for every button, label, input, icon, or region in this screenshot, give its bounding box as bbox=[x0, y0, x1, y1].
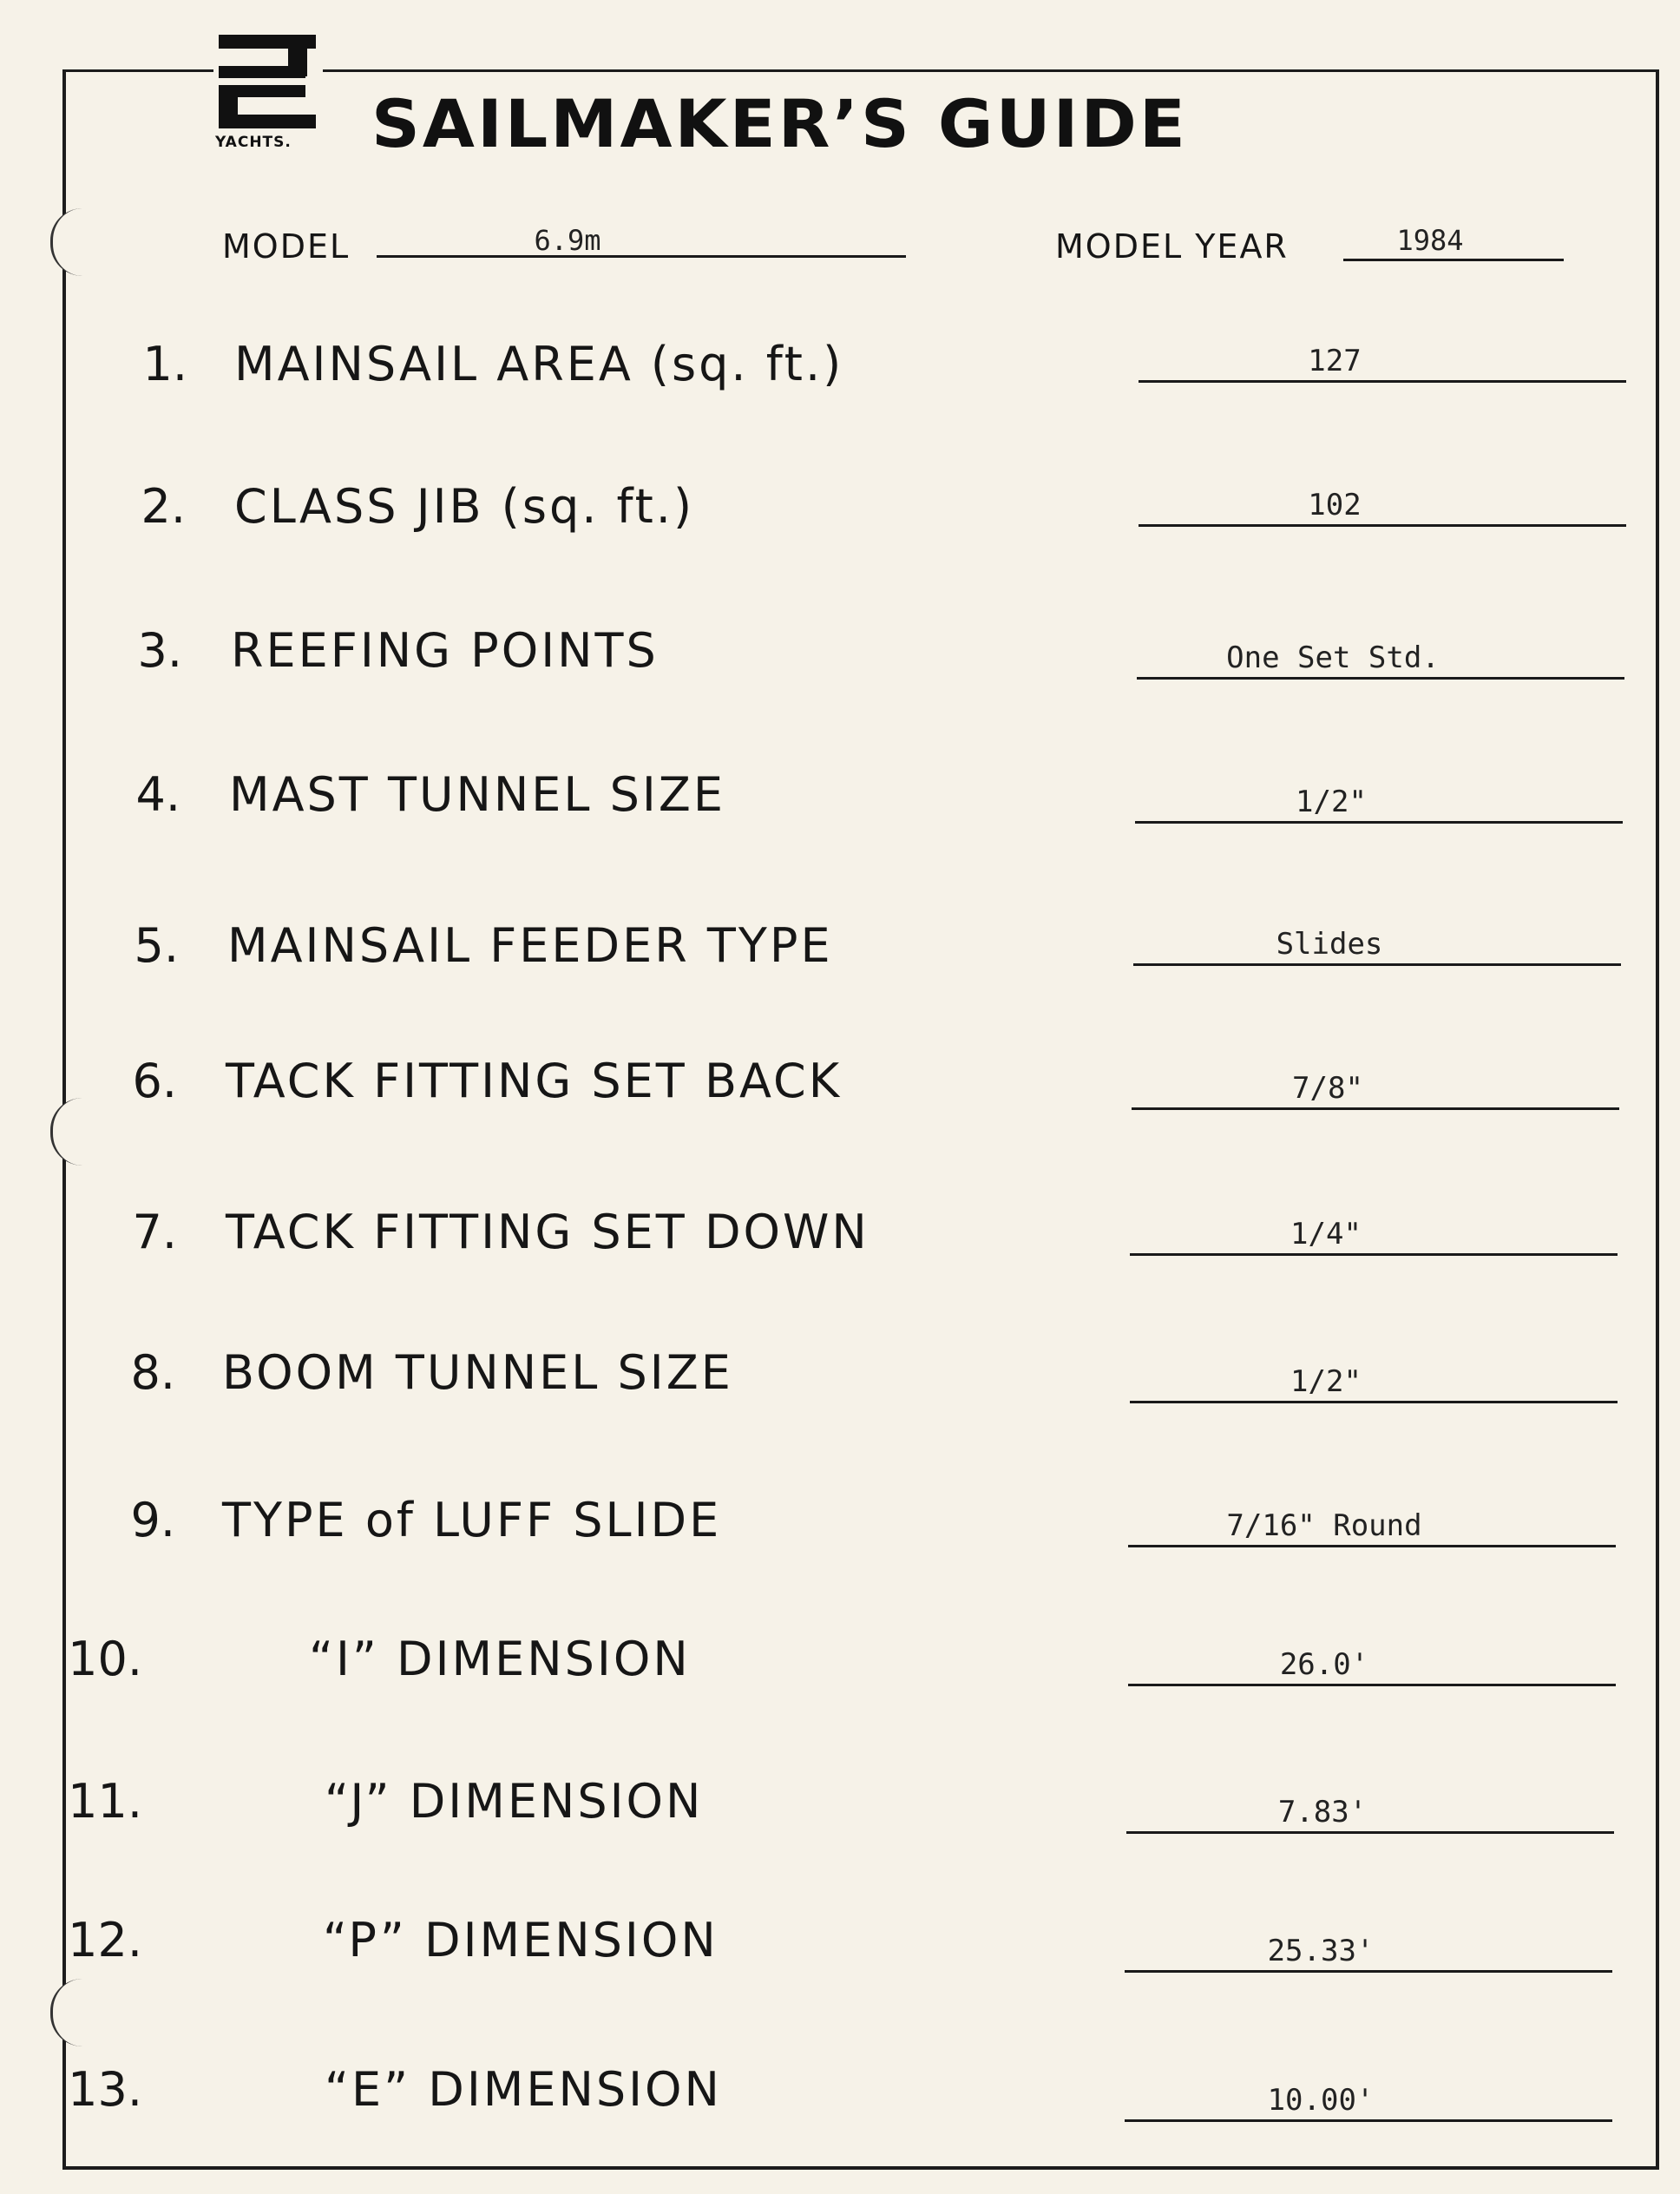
item-label: TYPE of LUFF SLIDE bbox=[222, 1493, 722, 1547]
binder-hole-notch bbox=[50, 208, 82, 276]
item-label: “P” DIMENSION bbox=[323, 1913, 719, 1967]
binder-hole-notch bbox=[50, 1098, 82, 1166]
page-title: SAILMAKER’S GUIDE bbox=[371, 85, 1188, 162]
item-underline bbox=[1132, 1107, 1619, 1110]
item-underline bbox=[1130, 1401, 1618, 1403]
item-value: 25.33' bbox=[1267, 1934, 1375, 1968]
item-value: 127 bbox=[1308, 344, 1362, 378]
item-number: 9. bbox=[130, 1493, 175, 1547]
item-value: 26.0' bbox=[1279, 1647, 1369, 1682]
item-number: 3. bbox=[137, 623, 182, 678]
item-label: “E” DIMENSION bbox=[325, 2062, 722, 2117]
item-number: 8. bbox=[130, 1345, 175, 1400]
item-label: MAST TUNNEL SIZE bbox=[229, 767, 725, 822]
item-label: CLASS JIB (sq. ft.) bbox=[234, 479, 695, 534]
item-underline bbox=[1128, 1684, 1616, 1686]
model-year-label: MODEL YEAR bbox=[1055, 227, 1289, 266]
item-underline bbox=[1125, 2119, 1612, 2122]
item-number: 1. bbox=[142, 337, 187, 391]
item-value: 7/8" bbox=[1292, 1071, 1363, 1106]
item-label: MAINSAIL FEEDER TYPE bbox=[227, 918, 833, 973]
item-label: REEFING POINTS bbox=[231, 623, 659, 678]
item-value: Slides bbox=[1276, 927, 1383, 962]
item-number: 11. bbox=[68, 1774, 142, 1829]
item-underline bbox=[1128, 1545, 1616, 1547]
item-number: 2. bbox=[141, 479, 186, 534]
item-value: 102 bbox=[1308, 488, 1362, 522]
item-value: 1/2" bbox=[1290, 1364, 1362, 1399]
binder-hole-notch bbox=[50, 1979, 82, 2046]
model-label: MODEL bbox=[222, 227, 351, 266]
item-value: One Set Std. bbox=[1226, 640, 1440, 675]
item-label: BOOM TUNNEL SIZE bbox=[222, 1345, 733, 1400]
model-year-value: 1984 bbox=[1396, 224, 1464, 257]
item-label: “I” DIMENSION bbox=[309, 1632, 691, 1686]
item-number: 6. bbox=[132, 1054, 177, 1108]
item-label: “J” DIMENSION bbox=[325, 1774, 704, 1829]
item-label: TACK FITTING SET DOWN bbox=[226, 1205, 870, 1259]
item-number: 5. bbox=[134, 918, 179, 973]
logo-text: YACHTS. bbox=[215, 134, 292, 151]
item-underline bbox=[1126, 1831, 1614, 1834]
item-label: TACK FITTING SET BACK bbox=[226, 1054, 843, 1108]
model-value: 6.9m bbox=[534, 224, 601, 257]
item-value: 7.83' bbox=[1277, 1795, 1368, 1829]
item-number: 12. bbox=[68, 1913, 142, 1967]
item-value: 1/2" bbox=[1296, 785, 1367, 819]
item-label: MAINSAIL AREA (sq. ft.) bbox=[234, 337, 844, 391]
item-value: 10.00' bbox=[1267, 2083, 1375, 2118]
item-underline bbox=[1125, 1970, 1612, 1973]
item-number: 13. bbox=[68, 2062, 142, 2117]
item-value: 1/4" bbox=[1290, 1217, 1362, 1251]
item-underline bbox=[1135, 821, 1623, 824]
item-number: 7. bbox=[132, 1205, 177, 1259]
item-underline bbox=[1133, 963, 1621, 966]
item-number: 10. bbox=[68, 1632, 142, 1686]
item-value: 7/16" Round bbox=[1226, 1508, 1422, 1543]
company-logo bbox=[213, 31, 323, 161]
model-year-underline bbox=[1343, 259, 1564, 261]
item-underline bbox=[1139, 524, 1626, 527]
item-underline bbox=[1130, 1253, 1618, 1256]
item-underline bbox=[1139, 380, 1626, 383]
item-number: 4. bbox=[135, 767, 180, 822]
item-underline bbox=[1137, 677, 1624, 680]
